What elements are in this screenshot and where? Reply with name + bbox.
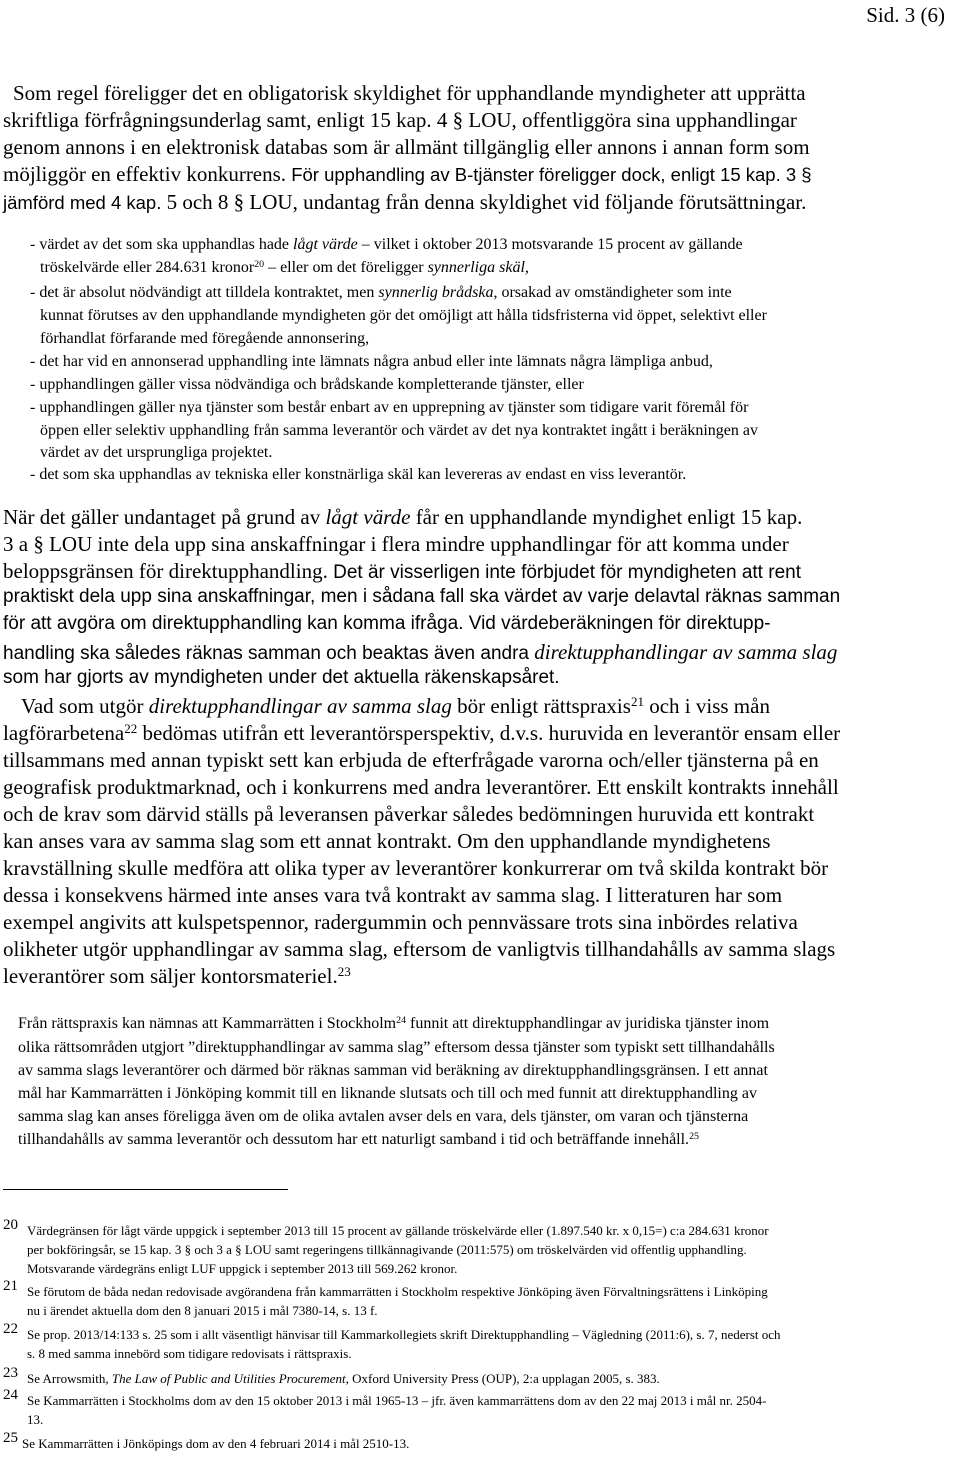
- text-line: kan anses vara av samma slag som ett annat kontrakt. Om den upphandlande myndighetens: [3, 829, 771, 853]
- text-span: Det är visserligen inte förbjudet för myndigheten att rent: [327, 562, 801, 583]
- text-span: När det gäller undantaget på grund av: [3, 505, 326, 529]
- text-line: [21, 694, 770, 719]
- text-line: av samma slags leverantörer och därmed bör räknas samman vid beräkning av direktupphandlingsgränsen. I ett annat: [18, 1062, 768, 1079]
- footnote-number: 20: [3, 1217, 18, 1233]
- text-span: bör enligt rättspraxis: [451, 694, 631, 718]
- text-line: olikheter utgör upphandlingar av samma slag, eftersom de vanligtvis tillhandahålls av samma slags: [3, 937, 836, 961]
- text-line: dessa i konsekvens härmed inte anses vara två kontrakt av samma slag. I litteraturen har som: [3, 883, 783, 907]
- text-span: beloppsgränsen för direktupphandling.: [3, 559, 328, 583]
- text-line: exempel angivits att kulspetspennor, radergummin och pennvässare trots sina inbördes relativa: [3, 910, 798, 934]
- text-line: 3 a § LOU inte dela upp sina anskaffningar i flera mindre upphandlingar för att komma under: [3, 532, 789, 556]
- footnote-line: s. 8 med samma innebörd som tidigare redovisats i rättspraxis.: [27, 1346, 352, 1361]
- list-item-continued: värdet av det ursprungliga projektet.: [40, 444, 273, 461]
- text-span: 5 och 8 § LOU, undantag från denna skyldighet vid följande förutsättningar.: [161, 190, 807, 214]
- list-item-continued: kunnat förutses av den upphandlande myndigheten gör det omöjligt att hålla tidsfristerna vid öppet, selektivt eller: [40, 307, 767, 324]
- footnote-line: Se förutom de båda nedan redovisade avgörandena från kammarrätten i Stockholm respektive Jönköping även Förvaltningsrättens i Linköping: [27, 1284, 768, 1299]
- text-span: jämförd med 4 kap.: [3, 192, 162, 213]
- list-item-continued: [40, 259, 529, 277]
- list-item: - upphandlingen gäller vissa nödvändiga och brådskande kompletterande tjänster, eller: [30, 376, 584, 393]
- footnote-line: Se Kammarrätten i Stockholms dom av den 15 oktober 2013 i mål 1965-13 – jfr. även kammarrättens dom av den 22 maj 2013 i mål nr. 2504-: [27, 1393, 767, 1408]
- text-span: – vilket i oktober 2013 motsvarande 15 procent av gällande: [357, 236, 743, 253]
- page-number: Sid. 3 (6): [866, 3, 945, 27]
- text-line: genom annons i en elektronisk databas som är allmänt tillgänglig eller annons i annan form som: [3, 135, 810, 159]
- footnote-line: 13.: [27, 1412, 44, 1427]
- footnote-ref: 21: [630, 693, 644, 709]
- emphasis: direktupphandlingar av samma slag: [148, 694, 452, 718]
- text-span: tillhandahålls av samma leverantör och dessutom har ett naturligt samband i tid och beträffande innehåll.: [18, 1131, 690, 1148]
- text-line: geografisk produktmarknad, och i konkurrens med andra leverantörer. Ett enskilt kontrakts innehåll: [3, 775, 839, 799]
- text-line: [3, 964, 351, 989]
- footnote-line: nu i ärendet aktuella dom den 8 januari 2015 i mål 7380-14, s. 13 f.: [27, 1303, 378, 1318]
- footnote-separator: [3, 1189, 288, 1190]
- text-span: - värdet av det som ska upphandlas hade: [30, 236, 294, 253]
- footnote-line: [27, 1371, 660, 1387]
- text-line: olika rättsområden utgjort ”direktupphandlingar av samma slag” eftersom dessa tjänster som typiskt sett tillhandahålls: [18, 1039, 775, 1056]
- list-item-continued: öppen eller selektiv upphandling från samma leverantör och värdet av det nya kontraktet ingått i beräkningen av: [40, 422, 758, 439]
- text-line: [3, 162, 812, 187]
- text-line: [3, 721, 840, 746]
- list-item: [30, 284, 732, 302]
- list-item: [30, 236, 743, 254]
- text-span: , orsakad av omständigheter som inte: [493, 284, 732, 301]
- footnote-ref: 25: [689, 1130, 699, 1142]
- text-span: För upphandling av B-tjänster föreligger dock, enligt 15 kap. 3 §: [286, 164, 812, 185]
- text-span: Vad som utgör: [21, 694, 149, 718]
- footnote-ref: 22: [124, 720, 138, 736]
- text-span: får en upphandlande myndighet enligt 15 kap.: [410, 505, 803, 529]
- list-item-continued: förhandlat förfarande med föregående annonsering,: [40, 330, 370, 347]
- footnote-ref: 20: [254, 258, 265, 270]
- footnote-line: Värdegränsen för lågt värde uppgick i september 2013 till 15 procent av gällande tröskelvärde eller (1.897.540 kr. x 0,15=) c:a 284.631 kronor: [27, 1223, 769, 1238]
- footnote-number: 23: [3, 1365, 18, 1381]
- footnote-line: Motsvarande värdegräns enligt LUF uppgick i september 2013 till 569.262 kronor.: [27, 1261, 458, 1276]
- text-line: tillsammans med annan typiskt sett kan erbjuda de efterfrågade varorna och/eller tjänsterna på en: [3, 748, 819, 772]
- text-line: och de krav som därvid ställs på leveransen påverkar således bedömningen huruvida ett kontrakt: [3, 802, 815, 826]
- text-span: – eller om det föreligger: [264, 259, 428, 276]
- list-item: - det som ska upphandlas av tekniska eller konstnärliga skäl kan levereras av endast en viss leverantör.: [30, 466, 687, 483]
- text-span: bedömas utifrån ett leverantörsperspektiv, d.v.s. huruvida en leverantör ensam eller: [137, 721, 841, 745]
- text-span: handling ska således räknas samman och beaktas även andra: [3, 643, 535, 664]
- footnote-ref: 24: [396, 1014, 407, 1026]
- emphasis: lågt värde: [293, 236, 358, 253]
- emphasis: synnerliga skäl,: [427, 259, 529, 276]
- text-span: och i viss mån: [643, 694, 770, 718]
- text-line: [3, 190, 806, 215]
- text-line: [3, 640, 837, 665]
- text-line: samma slag kan anses föreligga även om de olika avtalen avser dels en vara, dels tjänster, om varan och tjänsterna: [18, 1108, 749, 1125]
- text-span: - det är absolut nödvändigt att tilldela kontraktet, men: [30, 284, 379, 301]
- text-line: [18, 1131, 699, 1149]
- text-line: [3, 559, 801, 584]
- text-line: kravställning skulle medföra att olika typer av leverantörer konkurrerar om två skilda kontrakt bör: [3, 856, 829, 880]
- emphasis: lågt värde: [325, 505, 411, 529]
- text-span: leverantörer som säljer kontorsmateriel.: [3, 964, 338, 988]
- footnote-number: 21: [3, 1278, 18, 1294]
- list-item: - upphandlingen gäller nya tjänster som består enbart av en upprepning av tjänster som tidigare varit föremål för: [30, 399, 749, 416]
- emphasis: The Law of Public and Utilities Procurement: [111, 1371, 346, 1386]
- footnote-number: 25: [3, 1430, 18, 1446]
- footnote-line: per bokföringsår, se 15 kap. 3 § och 3 a § LOU samt regeringens tillkännagivande (2011:575) om tröskelvärden vid offentlig upphandling.: [27, 1242, 747, 1257]
- text-line: för att avgöra om direktupphandling kan komma ifråga. Vid värdeberäkningen för direktupp-: [3, 613, 771, 634]
- text-span: Från rättspraxis kan nämnas att Kammarrätten i Stockholm: [18, 1015, 397, 1032]
- text-line: Som regel föreligger det en obligatorisk skyldighet för upphandlande myndigheter att upprätta: [13, 81, 806, 105]
- text-line: praktiskt dela upp sina anskaffningar, men i sådana fall ska värdet av varje delavtal räknas samman: [3, 586, 841, 607]
- text-span: lagförarbetena: [3, 721, 125, 745]
- emphasis: direktupphandlingar av samma slag: [534, 640, 838, 664]
- text-line: som har gjorts av myndigheten under det aktuella räkenskapsåret.: [3, 667, 560, 688]
- text-line: skriftliga förfrågningsunderlag samt, enligt 15 kap. 4 § LOU, offentliggöra sina upphandlingar: [3, 108, 797, 132]
- footnote-number: 22: [3, 1321, 18, 1337]
- text-line: mål har Kammarrätten i Jönköping kommit till en liknande slutsats och till och med funnit att direktupphandling av: [18, 1085, 757, 1102]
- footnote-line: Se prop. 2013/14:133 s. 25 som i allt väsentligt hänvisar till Kammarkollegiets skrift Direktupphandling – Vägledning (2011:6), s. 7, nederst och: [27, 1327, 781, 1342]
- text-line: [3, 505, 802, 530]
- footnote-ref: 23: [337, 963, 351, 979]
- text-span: möjliggör en effektiv konkurrens.: [3, 162, 287, 186]
- text-span: Se Arrowsmith,: [27, 1371, 112, 1386]
- text-span: , Oxford University Press (OUP), 2:a upplagan 2005, s. 383.: [345, 1371, 660, 1386]
- emphasis: synnerlig brådska: [378, 284, 494, 301]
- text-line: [18, 1015, 769, 1033]
- list-item: - det har vid en annonserad upphandling inte lämnats några anbud eller inte lämnats några lämpliga anbud,: [30, 353, 713, 370]
- footnote-line: Se Kammarrätten i Jönköpings dom av den 4 februari 2014 i mål 2510-13.: [22, 1436, 410, 1451]
- text-span: tröskelvärde eller 284.631 kronor: [40, 259, 255, 276]
- footnote-number: 24: [3, 1387, 18, 1403]
- page-header: [0, 0, 960, 40]
- text-span: funnit att direktupphandlingar av juridiska tjänster inom: [406, 1015, 770, 1032]
